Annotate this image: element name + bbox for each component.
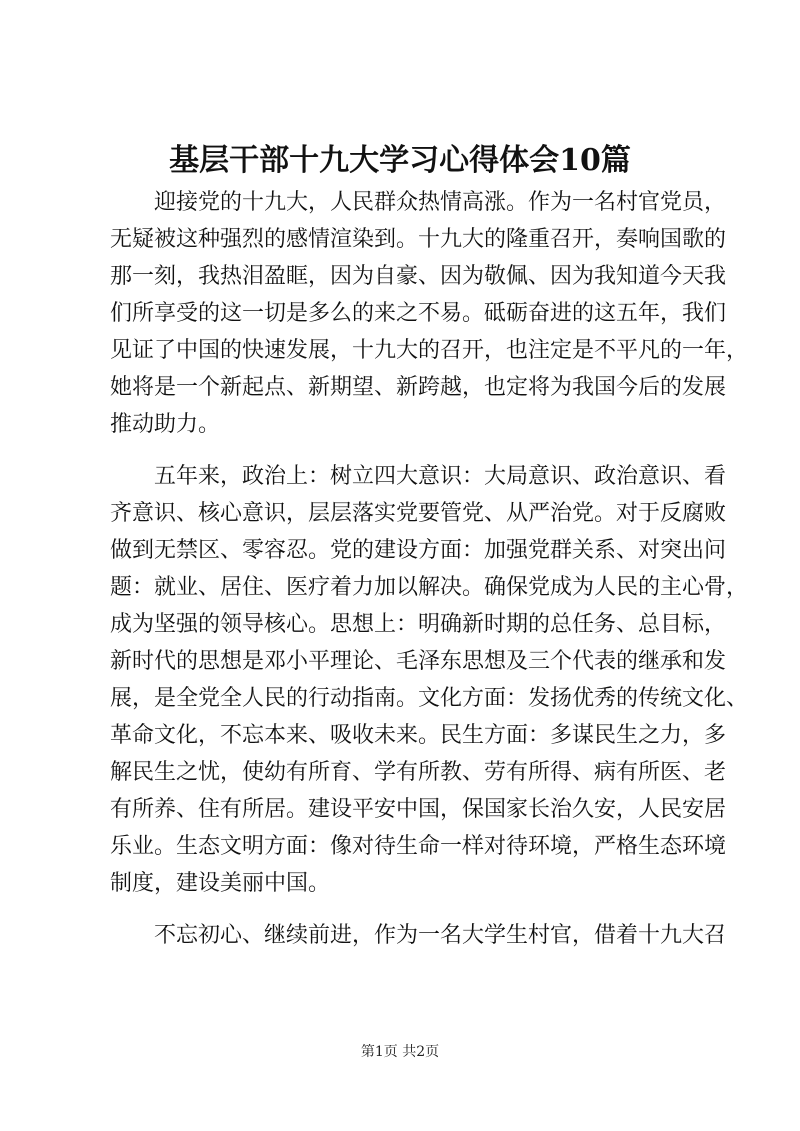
text-line: 那一刻，我热泪盈眶，因为自豪、因为敬佩、因为我知道今天我 [110,264,727,289]
text-line: 乐业。生态文明方面：像对待生命一样对待环境，严格生态环境 [110,834,727,859]
text-line: 成为坚强的领导核心。思想上：明确新时期的总任务、总目标， [110,612,727,637]
paragraph-2 [110,458,749,902]
text-line: 齐意识、核心意识，层层落实党要管党、从严治党。对于反腐败 [110,501,727,526]
text-line: 她将是一个新起点、新期望、新跨越，也定将为我国今后的发展 [110,375,727,400]
document-body [110,184,749,954]
text-line: 制度，建设美丽中国。 [110,871,331,896]
text-line: 题：就业、居住、医疗着力加以解决。确保党成为人民的主心骨， [110,575,749,600]
text-line: 不忘初心、继续前进，作为一名大学生村官，借着十九大召 [154,923,727,948]
text-line: 展，是全党全人民的行动指南。文化方面：发扬优秀的传统文化、 [110,686,749,711]
text-line: 新时代的思想是邓小平理论、毛泽东思想及三个代表的继承和发 [110,649,727,674]
document-title: 基层干部十九大学习心得体会10篇 [169,143,631,178]
text-line: 无疑被这种强烈的感情渲染到。十九大的隆重召开，奏响国歌的 [110,227,727,252]
paragraph-3 [110,917,727,954]
text-line: 革命文化，不忘本来、吸收未来。民生方面：多谋民生之力，多 [110,723,727,748]
text-line: 解民生之忧，使幼有所育、学有所教、劳有所得、病有所医、老 [110,760,727,785]
text-line: 推动助力。 [110,412,221,437]
paragraph-gap [110,443,710,458]
text-line: 五年来，政治上：树立四大意识：大局意识、政治意识、看 [154,464,727,489]
text-line: 迎接党的十九大，人民群众热情高涨。作为一名村官党员， [154,190,727,215]
text-line: 做到无禁区、零容忍。党的建设方面：加强党群关系、对突出问 [110,538,727,563]
text-line: 们所享受的这一切是多么的来之不易。砥砺奋进的这五年，我们 [110,301,727,326]
text-line: 有所养、住有所居。建设平安中国，保国家长治久安，人民安居 [110,797,727,822]
paragraph-gap [110,902,710,917]
text-line: 见证了中国的快速发展，十九大的召开，也注定是不平凡的一年， [110,338,749,363]
paragraph-1 [110,184,749,443]
page-footer: 第1页 共2页 [360,1044,440,1060]
